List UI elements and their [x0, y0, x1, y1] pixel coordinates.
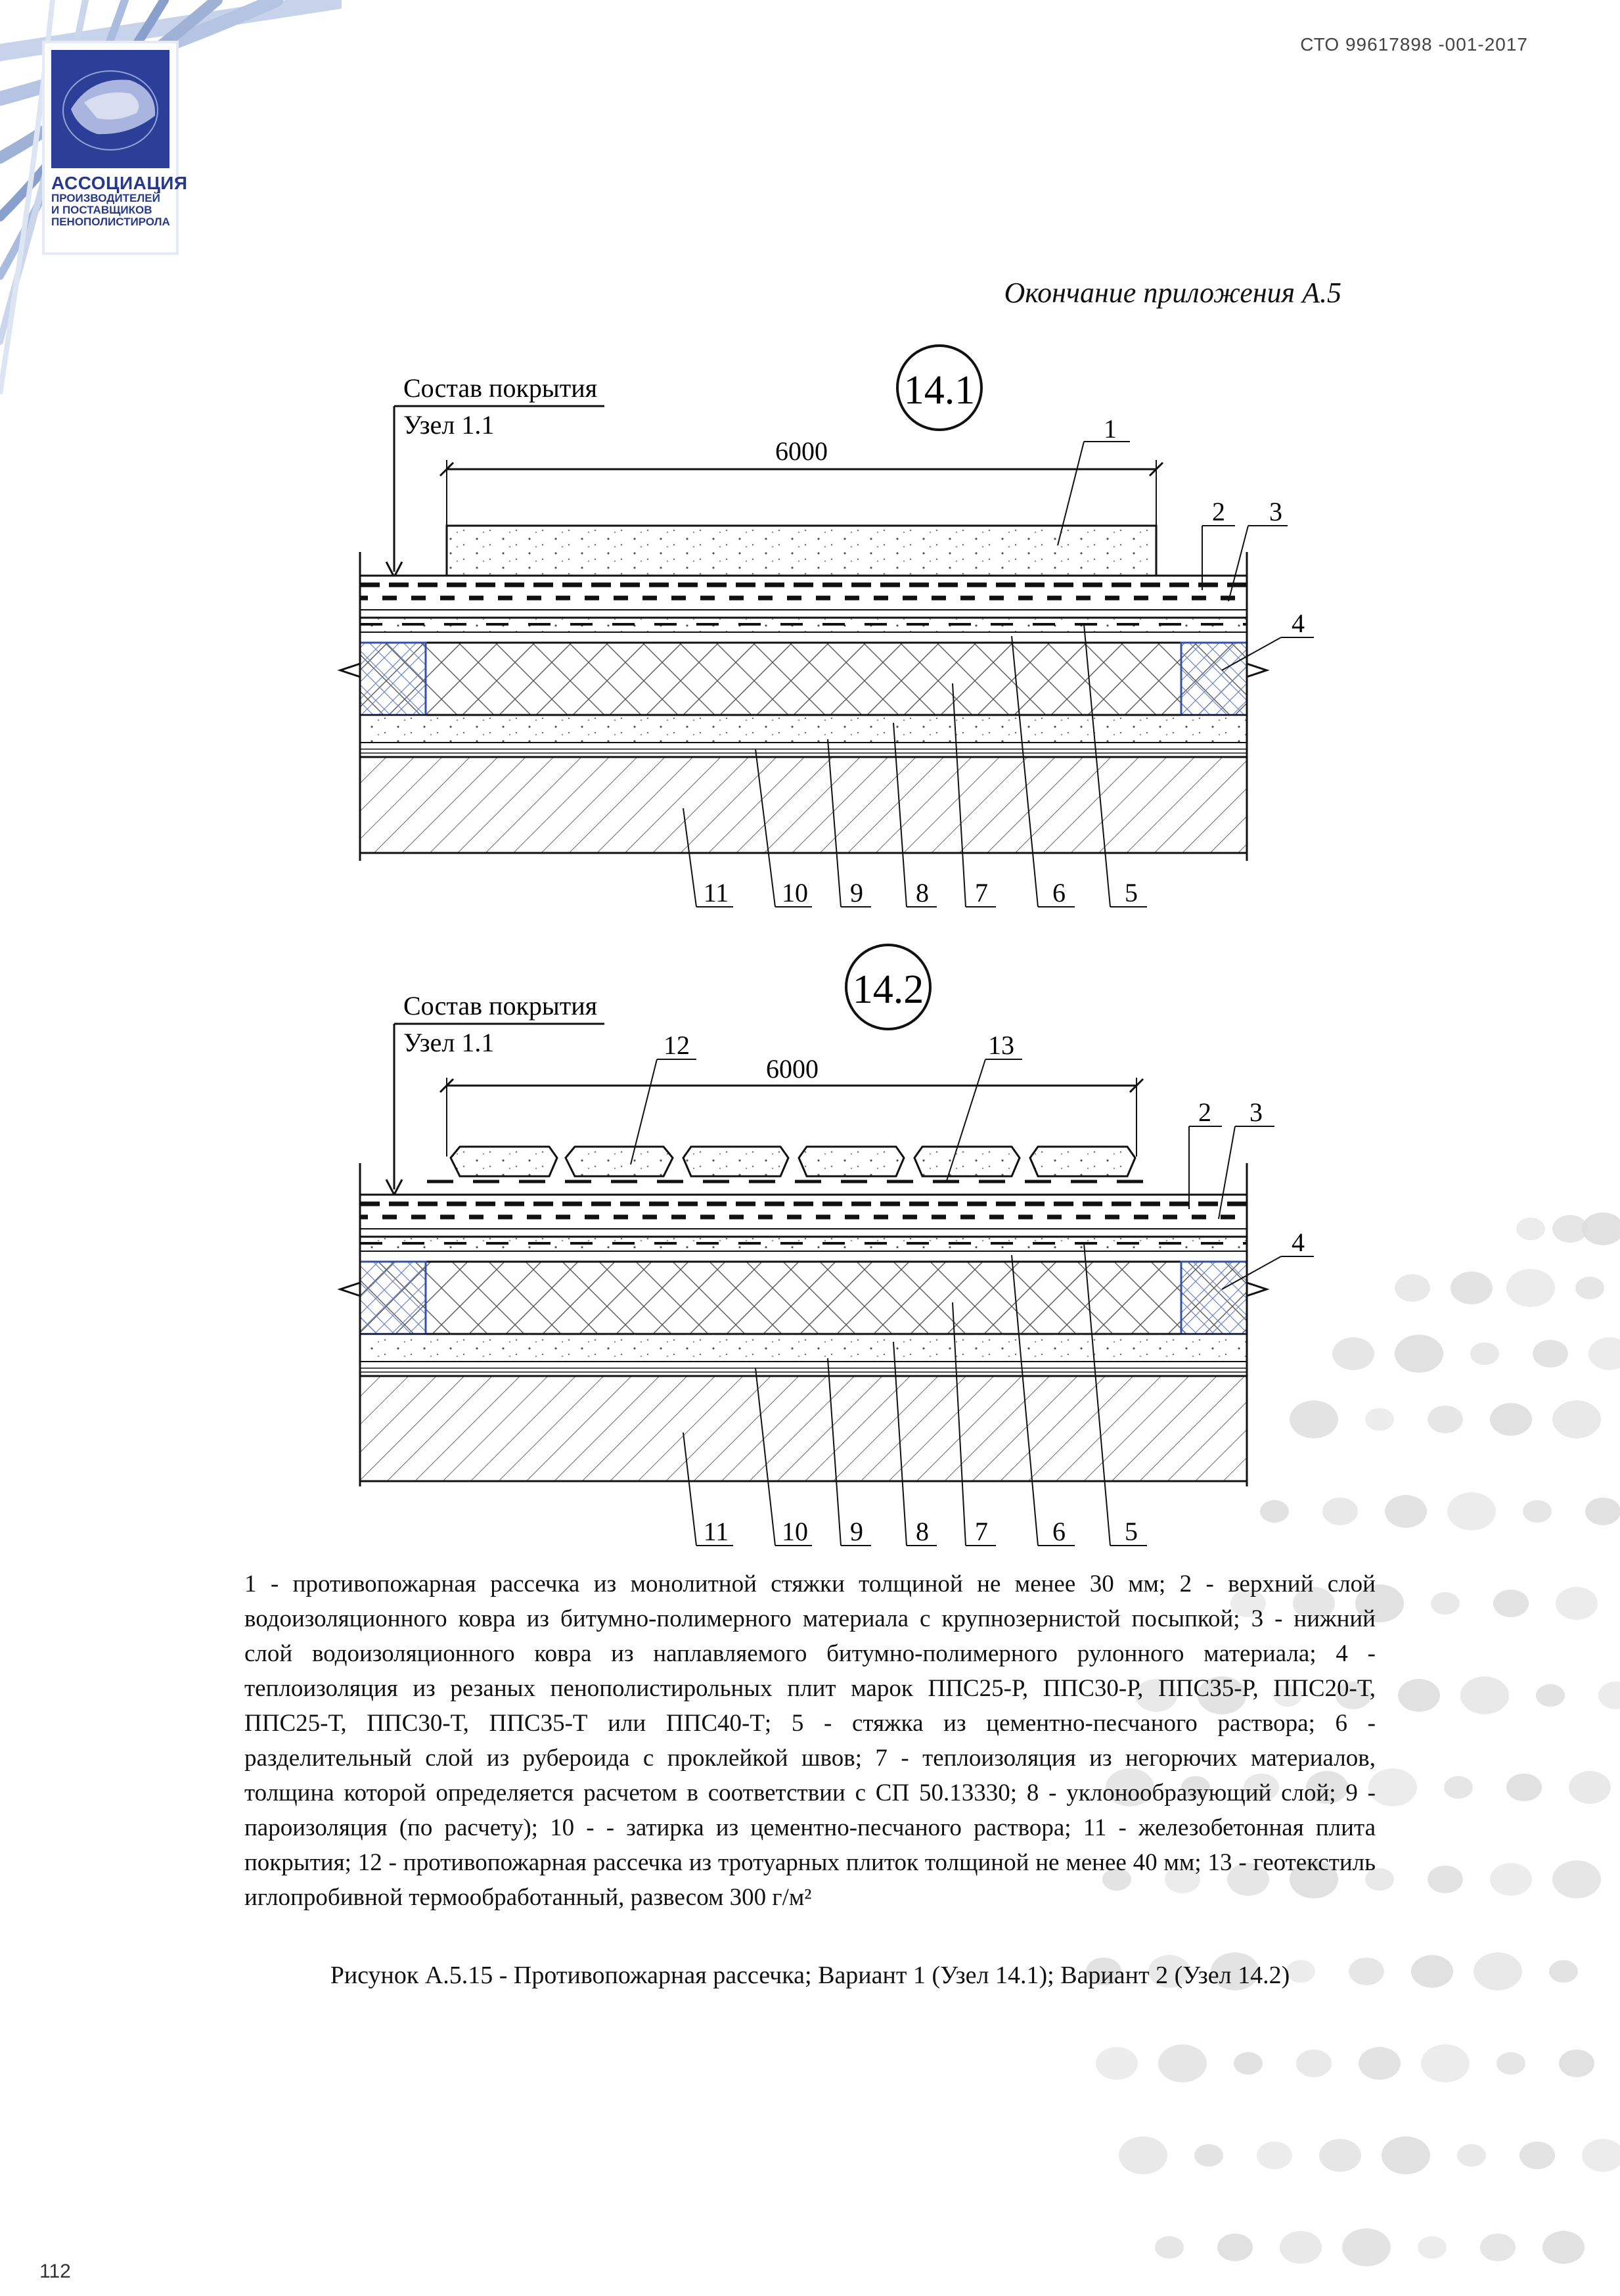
page-number: 112: [39, 2261, 71, 2282]
callout-label: 5: [1125, 878, 1138, 907]
callout-label: 6: [1052, 878, 1066, 907]
node-id: 14.1: [903, 368, 976, 413]
callout-label: 4: [1292, 608, 1305, 638]
callout-label: 5: [1125, 1517, 1138, 1546]
logo-subtitle-line: ПЕНОПОЛИСТИРОЛА: [51, 216, 170, 229]
callout-label: 11: [703, 878, 729, 907]
appendix-heading: Окончание приложения А.5: [1004, 277, 1341, 309]
callout-label: 7: [975, 878, 988, 907]
dimension-label: 6000: [775, 436, 828, 466]
callout-label: 4: [1292, 1228, 1305, 1257]
composition-label: Состав покрытия: [403, 373, 598, 403]
logo-subtitle-line: И ПОСТАВЩИКОВ: [51, 204, 152, 217]
figure-legend: 1 - противопожарная рассечка из монолитной стяжки толщиной не менее 30 мм; 2 - верхний слой водоизоляционного ковра из битумно-полимерного материала с крупнозернистой посыпкой; 3 - нижний слой водоизоляционного ковра из наплавляемого битумно-полимерного рулонного материала; 4 - теплоизоляция из резаных пенополистирольных плит марок ППС25-Р, ППС30-Р, ППС35-Р, ППС20-Т, ППС25-Т, ППС30-Т, ППС35-Т или ППС40-Т; 5 - стяжка из цементно-песчаного раствора; 6 - разделительный слой из рубероида с проклейкой швов; 7 - теплоизоляция из негорючих материалов, толщина которой определяется расчетом в соответствии с СП 50.13330; 8 - уклонообразующий слой; 9 - пароизоляция (по расчету); 10 - - затирка из цементно-песчаного раствора; 11 - железобетонная плита покрытия; 12 - противопожарная рассечка из тротуарных плиток толщиной не менее 40 мм; 13 - геотекстиль иглопробивной термообработанный, развесом 300 г/м²: [244, 1571, 1376, 1911]
callout-label: 10: [782, 878, 808, 907]
callout-label: 9: [850, 878, 863, 907]
callout-label: 7: [975, 1517, 988, 1546]
node-reference: Узел 1.1: [403, 410, 495, 440]
document-code: СТО 99617898 -001-2017: [1300, 34, 1528, 55]
callout-label: 11: [703, 1517, 729, 1546]
callout-label: 2: [1198, 1097, 1211, 1127]
node-reference: Узел 1.1: [403, 1028, 495, 1057]
callout-label: 13: [988, 1030, 1014, 1060]
callout-label: 3: [1249, 1097, 1263, 1127]
callout-label: 1: [1104, 414, 1117, 444]
callout-label: 6: [1052, 1517, 1066, 1546]
callout-label: 8: [916, 878, 929, 907]
callout-label: 8: [916, 1517, 929, 1546]
dimension-label: 6000: [766, 1054, 819, 1084]
paving-tiles: [451, 1147, 1135, 1176]
roof-layers-14-2: [340, 1163, 1267, 1486]
figure-caption: Рисунок А.5.15 - Противопожарная рассечка; Вариант 1 (Узел 14.1); Вариант 2 (Узел 14.2): [330, 1962, 1290, 1989]
composition-label: Состав покрытия: [403, 991, 598, 1021]
logo-title: АССОЦИАЦИЯ: [51, 173, 188, 193]
callout-label: 3: [1269, 497, 1282, 526]
callout-label: 12: [664, 1030, 690, 1060]
node-id: 14.2: [852, 967, 924, 1012]
logo-subtitle-line: ПРОИЗВОДИТЕЛЕЙ: [51, 192, 160, 205]
callout-label: 2: [1212, 497, 1225, 526]
callout-label: 10: [782, 1517, 808, 1546]
callout-label: 9: [850, 1517, 863, 1546]
